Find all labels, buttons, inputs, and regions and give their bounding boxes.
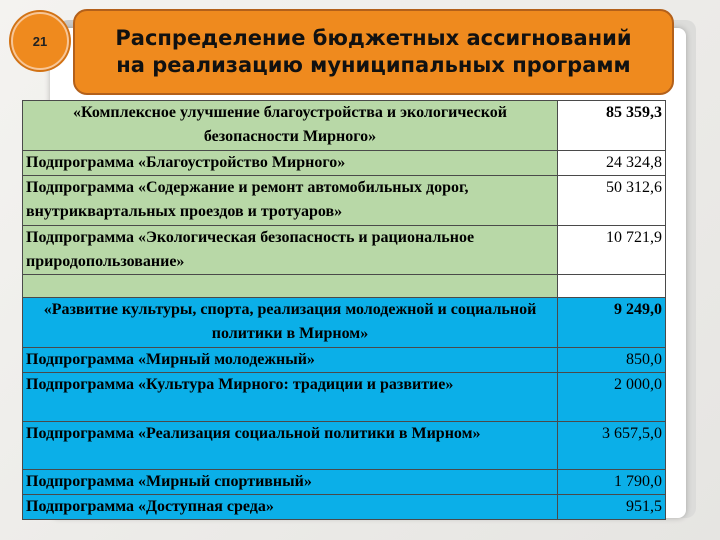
program-name: «Комплексное улучшение благоустройства и экологической безопасности Мирного» bbox=[23, 101, 558, 151]
subprogram-row bbox=[23, 151, 666, 176]
page-title: Распределение бюджетных ассигнований на реализацию муниципальных программ bbox=[115, 26, 632, 77]
spacer-cell bbox=[23, 275, 558, 298]
subprogram-name: Подпрограмма «Мирный молодежный» bbox=[23, 348, 558, 373]
subprogram-row bbox=[23, 348, 666, 373]
budget-table bbox=[22, 100, 666, 520]
subprogram-name: Подпрограмма «Мирный спортивный» bbox=[23, 470, 558, 495]
subprogram-row bbox=[23, 470, 666, 495]
subprogram-name: Подпрограмма «Культура Мирного: традиции и развитие» bbox=[23, 373, 558, 422]
slide-number-badge bbox=[11, 12, 69, 70]
subprogram-row bbox=[23, 422, 666, 470]
subprogram-amount: 3 657,5,0 bbox=[558, 422, 666, 470]
subprogram-amount: 850,0 bbox=[558, 348, 666, 373]
subprogram-amount: 10 721,9 bbox=[558, 226, 666, 275]
subprogram-name: Подпрограмма «Содержание и ремонт автомобильных дорог, внутриквартальных проездов и тротуаров» bbox=[23, 176, 558, 226]
slide-number: 21 bbox=[32, 33, 48, 49]
subprogram-row bbox=[23, 176, 666, 226]
program-row-2 bbox=[23, 298, 666, 348]
subprogram-row bbox=[23, 373, 666, 422]
subprogram-amount: 951,5 bbox=[558, 495, 666, 520]
subprogram-amount: 2 000,0 bbox=[558, 373, 666, 422]
subprogram-name: Подпрограмма «Доступная среда» bbox=[23, 495, 558, 520]
subprogram-row bbox=[23, 495, 666, 520]
subprogram-amount: 50 312,6 bbox=[558, 176, 666, 226]
subprogram-amount: 24 324,8 bbox=[558, 151, 666, 176]
program-name: «Развитие культуры, спорта, реализация молодежной и социальной политики в Мирном» bbox=[23, 298, 558, 348]
spacer-cell bbox=[558, 275, 666, 298]
subprogram-name: Подпрограмма «Благоустройство Мирного» bbox=[23, 151, 558, 176]
program-amount: 85 359,3 bbox=[558, 101, 666, 151]
spacer-row bbox=[23, 275, 666, 298]
subprogram-row bbox=[23, 226, 666, 275]
program-amount: 9 249,0 bbox=[558, 298, 666, 348]
subprogram-name: Подпрограмма «Экологическая безопасность и рациональное природопользование» bbox=[23, 226, 558, 275]
program-row-1 bbox=[23, 101, 666, 151]
subprogram-name: Подпрограмма «Реализация социальной политики в Мирном» bbox=[23, 422, 558, 470]
subprogram-amount: 1 790,0 bbox=[558, 470, 666, 495]
title-box bbox=[73, 9, 674, 95]
